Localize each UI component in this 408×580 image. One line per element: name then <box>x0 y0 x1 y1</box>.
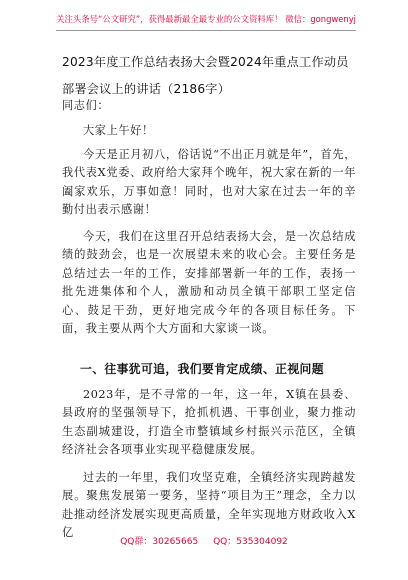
greeting-paragraph: 大家上午好！ <box>83 124 154 137</box>
header-notice: 关注头条号“公文研究”，获得最新最全最专业的公文资料库！ 微信：gongwenyj <box>56 14 356 24</box>
purpose-paragraph: 今天，我们在这里召开总结表扬大会，是一次总结成绩的鼓劲会，也是一次展望未来的收心会。主要任务是总结过去一年的工作，安排部署新一年的工作，表扬一批先进集体和个人，激励和动员全镇干部职工坚定信心、鼓足干劲，更好地完成今年的各项目标任务。下面，我主要从两个大方面和大家谈一谈。 <box>62 230 356 336</box>
footer-qq: QQ：535304092 <box>213 537 288 547</box>
section-paragraph: 2023年，是不寻常的一年，这一年，X镇在县委、县政府的坚强领导下，抢抓机遇、干事创业，聚力推动生态副城建设，打造全市整镇域乡村振兴示范区，全镇经济社会各项事业实现平稳健康发展。 <box>62 388 356 457</box>
page-header <box>56 10 356 31</box>
opening-paragraph: 今天是正月初八，俗话说“不出正月就是年”，首先，我代表X党委、政府给大家拜个晚年，祝大家在新的一年阖家欢乐，万事如意！同时，也对大家在过去一年的辛勤付出表示感谢！ <box>62 148 356 217</box>
section-paragraph: 过去的一年里，我们攻坚克难，全镇经济实现跨越发展。聚焦发展第一要务，坚持“项目为王”理念，全力以赴推动经济发展实现更高质量，全年实现地方财政收入X亿 <box>62 471 356 540</box>
footer-qq-group: QQ群：30265665 <box>120 537 199 547</box>
section-heading: 一、往事犹可追，我们要肯定成绩、正视问题 <box>80 362 324 376</box>
page-footer <box>0 534 408 547</box>
document-title: 2023年度工作总结表扬大会暨2024年重点工作动员部署会议上的讲话（2186字） <box>62 55 349 96</box>
salutation: 同志们： <box>62 99 110 112</box>
